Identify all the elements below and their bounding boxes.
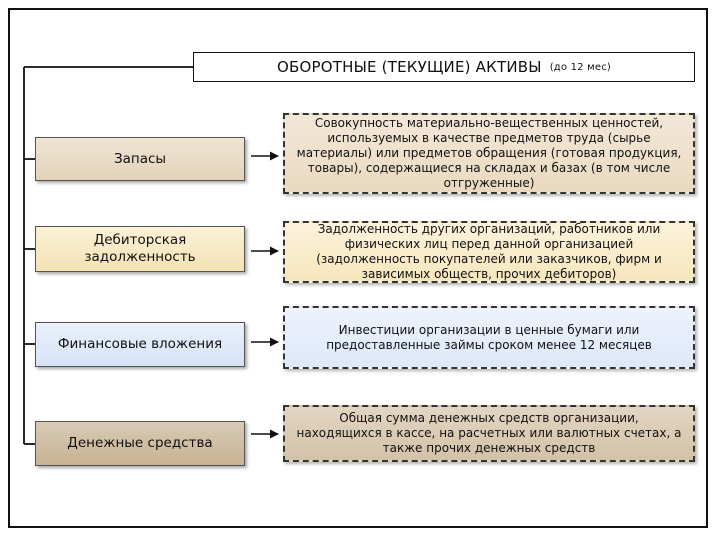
title-main: ОБОРОТНЫЕ (ТЕКУЩИЕ) АКТИВЫ [276, 58, 542, 76]
category-box-cash: Денежные средства [35, 421, 245, 466]
description-box-financial-investments: Инвестиции организации в ценные бумаги или предоставленные займы сроком менее 12 месяцев [283, 306, 695, 369]
description-box-inventory: Совокупность материально-вещественных ценностей, используемых в качестве предметов труда (сырье материалы) или предметов обращения (готовая продукция, товары), содержащиеся на складах и базах (в том числе отгруженные) [283, 113, 695, 194]
category-box-receivables: Дебиторская задолженность [35, 226, 245, 272]
category-box-financial-investments: Финансовые вложения [35, 322, 245, 367]
description-box-receivables: Задолженность других организаций, работников или физических лиц перед данной организацией (задолженность покупателей или заказчиков, фирм и зависимых обществ, прочих дебиторов) [283, 221, 695, 283]
description-box-cash: Общая сумма денежных средств организации, находящихся в кассе, на расчетных или валютных счетах, а также прочих денежных средств [283, 405, 695, 462]
diagram-title [193, 52, 695, 82]
title-sub: (до 12 мес) [549, 61, 612, 73]
category-box-inventory: Запасы [35, 137, 245, 181]
